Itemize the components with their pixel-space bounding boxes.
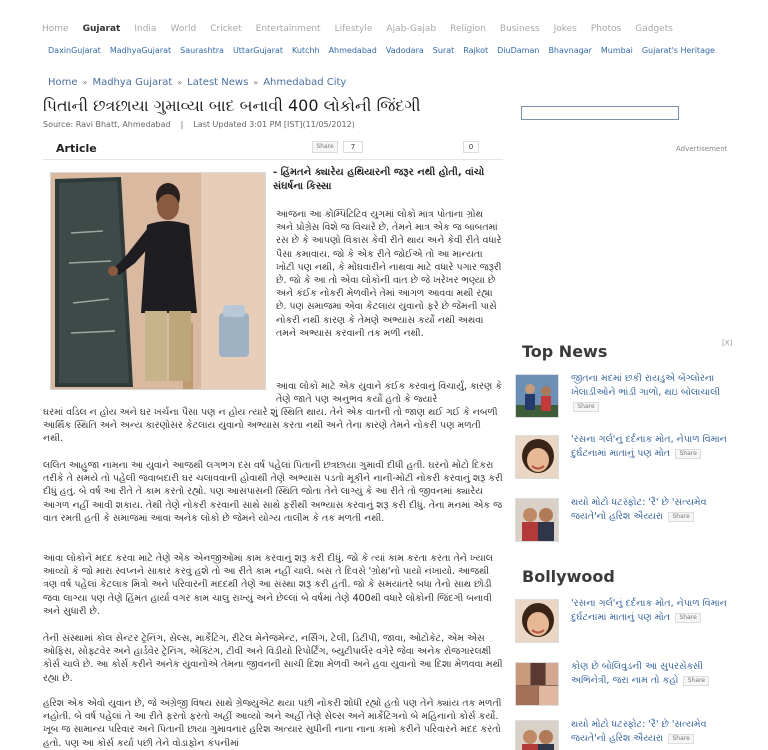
news-headline-link[interactable]: થયો મોટો ધટસ્ફોટ: 'રૈ' છે 'સત્યમેવ જયતે'નો હરિશ ઐય્યરા — [571, 719, 707, 744]
subnav-surat[interactable]: Surat — [432, 46, 455, 55]
news-headline-link[interactable]: 'રસના ગર્લ'નું દર્દનાક મોત, નેપાળ વિમાન દુર્ઘટનામાં માતાનું પણ મોત — [571, 434, 727, 459]
top-news-item[interactable] — [515, 372, 730, 428]
article-paragraph: આવા લોકો માટે એક યુવાને કંઈક કરવાનું વિચાર્યું, કારણ કે તેણે જાતે પણ અનુભવ કર્યો હતો કે જ્યારે — [276, 381, 502, 406]
bollywood-item[interactable] — [515, 597, 730, 653]
primary-nav — [42, 24, 673, 34]
item-share-button[interactable]: Share — [675, 449, 701, 459]
item-share-button[interactable]: Share — [668, 512, 694, 522]
nav-gadgets[interactable]: Gadgets — [635, 24, 673, 34]
two-people-thumbnail-image — [516, 499, 559, 542]
nav-lifestyle[interactable]: Lifestyle — [334, 24, 373, 34]
news-headline-link[interactable]: જીતના મદમાં છકી રાયડુએ બેંગ્લોરના ખેલાડીઓને ભાંડી ગાળો, થઇ બોલાચાલી — [571, 373, 721, 398]
actress-collage-thumbnail-image — [516, 663, 559, 706]
breadcrumb-ahmedabad-city[interactable]: Ahmedabad City — [263, 77, 347, 88]
article-paragraph: હરિશ એક એવો યુવાન છે, જે અંગ્રેજી વિષય સાથે ગ્રેજ્યુએટ થયા પછી નોકરી શોધી રહ્યો હતો પણ તેને ક્યાંય તક મળતી નહોતી. બે વર્ષ પહેલાં તે આ રીતે ફરતો ફરતો અહીં આવ્યો અને અહીં તેણે સેલ્સ અને માર્કેટિંગનો બે મહિનાનો કોર્સ કર્યો. ખૂબ જ સામાન્ય પરિવાર અને પિતાની છાયા ગુમાવનાર હરિશ અત્યાર સુધીની નાના નાના કામો કરીને પરિવારને મદદ કરતો હતો. પણ આ કોર્સ કર્યા પછી તેને વોડાફોન કંપનીમાં — [43, 698, 502, 749]
breadcrumb-separator: » — [177, 78, 183, 87]
top-news-heading: Top News — [522, 342, 608, 361]
search-input[interactable] — [521, 106, 679, 120]
breadcrumb-home[interactable]: Home — [48, 77, 78, 88]
nav-entertainment[interactable]: Entertainment — [255, 24, 321, 34]
teacher-at-blackboard-image — [51, 173, 266, 390]
cricket-players-thumbnail-image — [516, 375, 559, 418]
subnav-uttargujarat[interactable]: UttarGujarat — [232, 46, 283, 55]
nav-ajab-gajab[interactable]: Ajab-Gajab — [386, 24, 437, 34]
girl-portrait-thumbnail-image — [516, 600, 559, 643]
girl-portrait-thumbnail-image — [516, 436, 559, 479]
article-subhead: - હિંમતને ક્યારેય હથિયારની જરૂર નથી હોતી, વાંચો સંઘર્ષના કિસ્સા — [273, 167, 485, 192]
item-share-button[interactable]: Share — [683, 676, 709, 686]
subnav-mumbai[interactable]: Mumbai — [600, 46, 633, 55]
news-thumbnail[interactable] — [515, 435, 559, 479]
article-paragraph: ઘરમાં વડિલ ન હોય અને ઘર ખર્ચના પૈસા પણ ન હોય ત્યારે શું સ્થિતિ થાય. તેને એક વાતની તો જાણ થઈ ગઈ કે નબળી આર્થિક સ્થિતિ અને અન્ય કારણોસર કેટલાય યુવાનો અભ્યાસ કરતા નથી અને તેના કારણે તેમને નોકરી પણ મળતી નથી. — [43, 407, 498, 445]
bollywood-item[interactable] — [515, 718, 730, 750]
news-thumbnail[interactable] — [515, 720, 559, 750]
article-paragraph: આવા લોકોને મદદ કરવા માટે તેણે એક એનજીઓમાં કામ કરવાનું શરૂ કરી દીધું. જો કે ત્યાં કામ કરતા કરતા તેને ખ્યાલ આવ્યો કે જો મારા સ્વપ્નને સાકાર કરવું હશે તો આ રીતે કામ નહીં ચાલે. બસ તે દિવસે 'ગ્રોથ'નો પાયો નંખાયો. આજથી ત્રણ વર્ષ પહેલાં કેટલાક મિત્રો અને પરિવારની મદદથી તેણે આ સંસ્થા શરૂ કરી હતી. જો કે સમયાંતરે બધા તેનો સાથ છોડી જવા લાગ્યા પણ તેણે હિંમત હાર્યા વગર કામ ચાલુ રાખ્યું અને છેલ્લાં બે વર્ષમાં તેણે 400થી વધારે લોકોની જિંદગી બનાવી અને સુધારી છે. — [43, 553, 493, 617]
breadcrumb-separator: » — [82, 78, 88, 87]
nav-india[interactable]: India — [134, 24, 157, 34]
top-news-item[interactable] — [515, 433, 730, 489]
subnav-heritage[interactable]: Gujarat's Heritage — [641, 46, 715, 55]
nav-world[interactable]: World — [170, 24, 197, 34]
article-paragraph: લલિત આહુજા નામના આ યુવાને આજથી લગભગ દસ વર્ષ પહેલાં પિતાની છત્રછાયા ગુમાવી દીધી હતી. ઘરનો મોટો દિકરા તરીકે તે સમયે તો પહેલી જવાબદારી ઘર ચલાવવાની હોવાથી તેણે અભ્યાસ પડતો મૂકીને નાની-મોટી નોકરી કરવાનું શરૂ કરી દીધું હતું. બે વર્ષ આ રીતે તે કામ કરતો રહ્યો. પણ આસપાસની સ્થિતિ જોતા તેને લાગ્યું કે આ રીતે તો જીવનમાં ક્યારેય આગળ નહીં આવી શકાય. તેથી તેણે નોકરી કરવાની સાથે સાથે ફરીથી અભ્યાસ કરવાનું શરૂ કરી દીધું. તેના મનમાં એક જ વાત રમતી હતી કે સમાજમાં આવા અનેક લોકો છે જેમને યોગ્ય તાલીમ કે તક મળતી નથી. — [43, 460, 503, 524]
source-divider: | — [180, 120, 184, 129]
article-paragraph: તેની સંસ્થામાં કોલ સેન્ટર ટ્રેનિંગ, સેલ્સ, માર્કેટિંગ, રીટેલ મેનેજમેન્ટ, નર્સિંગ, ટેલી, ડિટીપી, જાવા, ઓટોકેટ, એમ એસ ઓફિસ, સોફ્ટવેર અને હાર્ડવેર ટ્રેનિંગ, એક્ટિંગ, ટીવી અને વિડીયો રિપોર્ટિંગ, બ્યુટીપાર્લર વગેરે જેવા અનેક રોજગારલક્ષી કોર્સ ચાલે છે. આ કોર્સ કરીને અનેક યુવાનોએ તેમના જીવનની સાચી દિશા મેળવી અને હવા યુવાનો આ દિશા મેળવવા મથી રહ્યા છે. — [43, 633, 503, 684]
article-updated: Last Updated 3:01 PM [IST](11/05/2012) — [193, 120, 355, 129]
nav-religion[interactable]: Religion — [450, 24, 486, 34]
subnav-bhavnagar[interactable]: Bhavnagar — [548, 46, 592, 55]
news-headline-link[interactable]: 'રસના ગર્લ'નું દર્દનાક મોત, નેપાળ વિમાન દુર્ઘટનામાં માતાનું પણ મોત — [571, 598, 727, 623]
news-thumbnail[interactable] — [515, 498, 559, 542]
share-button[interactable]: Share — [312, 141, 338, 153]
bollywood-item[interactable] — [515, 660, 730, 716]
article-toolbar — [43, 138, 503, 160]
subnav-diudaman[interactable]: DiuDaman — [497, 46, 540, 55]
news-headline-link[interactable]: થયો મોટો ધટસ્ફોટ: 'રૈ' છે 'સત્યમેવ જયતે'નો હરિશ ઐય્યરા — [571, 497, 707, 522]
close-widget-button[interactable]: [X] — [722, 339, 733, 347]
nav-gujarat[interactable]: Gujarat — [82, 24, 121, 34]
breadcrumb — [48, 77, 346, 88]
share-count: 7 — [343, 141, 363, 153]
subnav-kutchh[interactable]: Kutchh — [291, 46, 320, 55]
breadcrumb-madhya-gujarat[interactable]: Madhya Gujarat — [92, 77, 173, 88]
subnav-rajkot[interactable]: Rajkot — [463, 46, 489, 55]
advertisement-label: Advertisement — [676, 145, 728, 153]
article-tab[interactable]: Article — [56, 142, 97, 155]
breadcrumb-latest-news[interactable]: Latest News — [187, 77, 249, 88]
news-thumbnail[interactable] — [515, 599, 559, 643]
subnav-madhyagujarat[interactable]: MadhyaGujarat — [109, 46, 172, 55]
article-source: Source: Ravi Bhatt, Ahmedabad — [43, 120, 171, 129]
two-people-thumbnail-image — [516, 721, 559, 750]
article-source-line — [43, 120, 355, 129]
bollywood-heading: Bollywood — [522, 567, 615, 586]
top-news-item[interactable] — [515, 496, 730, 552]
subnav-ahmedabad[interactable]: Ahmedabad — [328, 46, 377, 55]
article-photo — [50, 172, 266, 390]
article-paragraph: આજના આ કોમ્પિટિટિવ યુગમાં લોકો માત્ર પોતાના ગ્રોથ અને પ્રોગ્રેસ વિશે જ વિચારે છે. તેમને માત્ર એક જ બાબતમાં રસ છે કે આપણો વિકાસ કેવી રીતે થાય અને કેવી રીતે વધારે પૈસા કમાવાય. જો કે એક રીતે જોઈએ તો આ માન્યતા ખોટી પણ નથી, કે મોંઘવારીને નાથવા માટે વધારે પગાર જરૂરી છે. જો કે આ તો એવા લોકોની વાત છે જે ખરેખર ભણ્યા છે અને કંઈક નોકરી મેળવીને તેમાં આગળ આવવા મથી રહ્યા છે. પણ સમાજમાં એવા કેટલાય યુવાનો ફરે છે જેમની પાસે નોકરી નથી કારણ કે તેમણે અભ્યાસ કર્યો નથી અથવા તમને અભ્યાસ કરવાની તક મળી નથી. — [276, 209, 502, 339]
news-thumbnail[interactable] — [515, 662, 559, 706]
news-thumbnail[interactable] — [515, 374, 559, 418]
subnav-daxingujarat[interactable]: DaxinGujarat — [48, 46, 101, 55]
secondary-nav — [48, 46, 715, 55]
nav-photos[interactable]: Photos — [590, 24, 622, 34]
subnav-saurashtra[interactable]: Saurashtra — [180, 46, 224, 55]
item-share-button[interactable]: Share — [675, 613, 701, 623]
nav-jokes[interactable]: Jokes — [553, 24, 577, 34]
item-share-button[interactable]: Share — [573, 402, 599, 412]
subnav-vadodara[interactable]: Vadodara — [385, 46, 424, 55]
nav-cricket[interactable]: Cricket — [210, 24, 242, 34]
tweet-count: 0 — [463, 141, 479, 153]
nav-business[interactable]: Business — [499, 24, 540, 34]
breadcrumb-separator: » — [253, 78, 259, 87]
news-headline-link[interactable]: કોણ છે બોલિવુડની આ સુપરસેક્સી અભિનેત્રી, જરા નામ તો કહો — [571, 661, 703, 686]
nav-home[interactable]: Home — [42, 24, 69, 34]
item-share-button[interactable]: Share — [668, 734, 694, 744]
page-title: પિતાની છત્રછાયા ગુમાવ્યા બાદ બનાવી 400 લોકોની જિંદગી — [43, 96, 421, 115]
